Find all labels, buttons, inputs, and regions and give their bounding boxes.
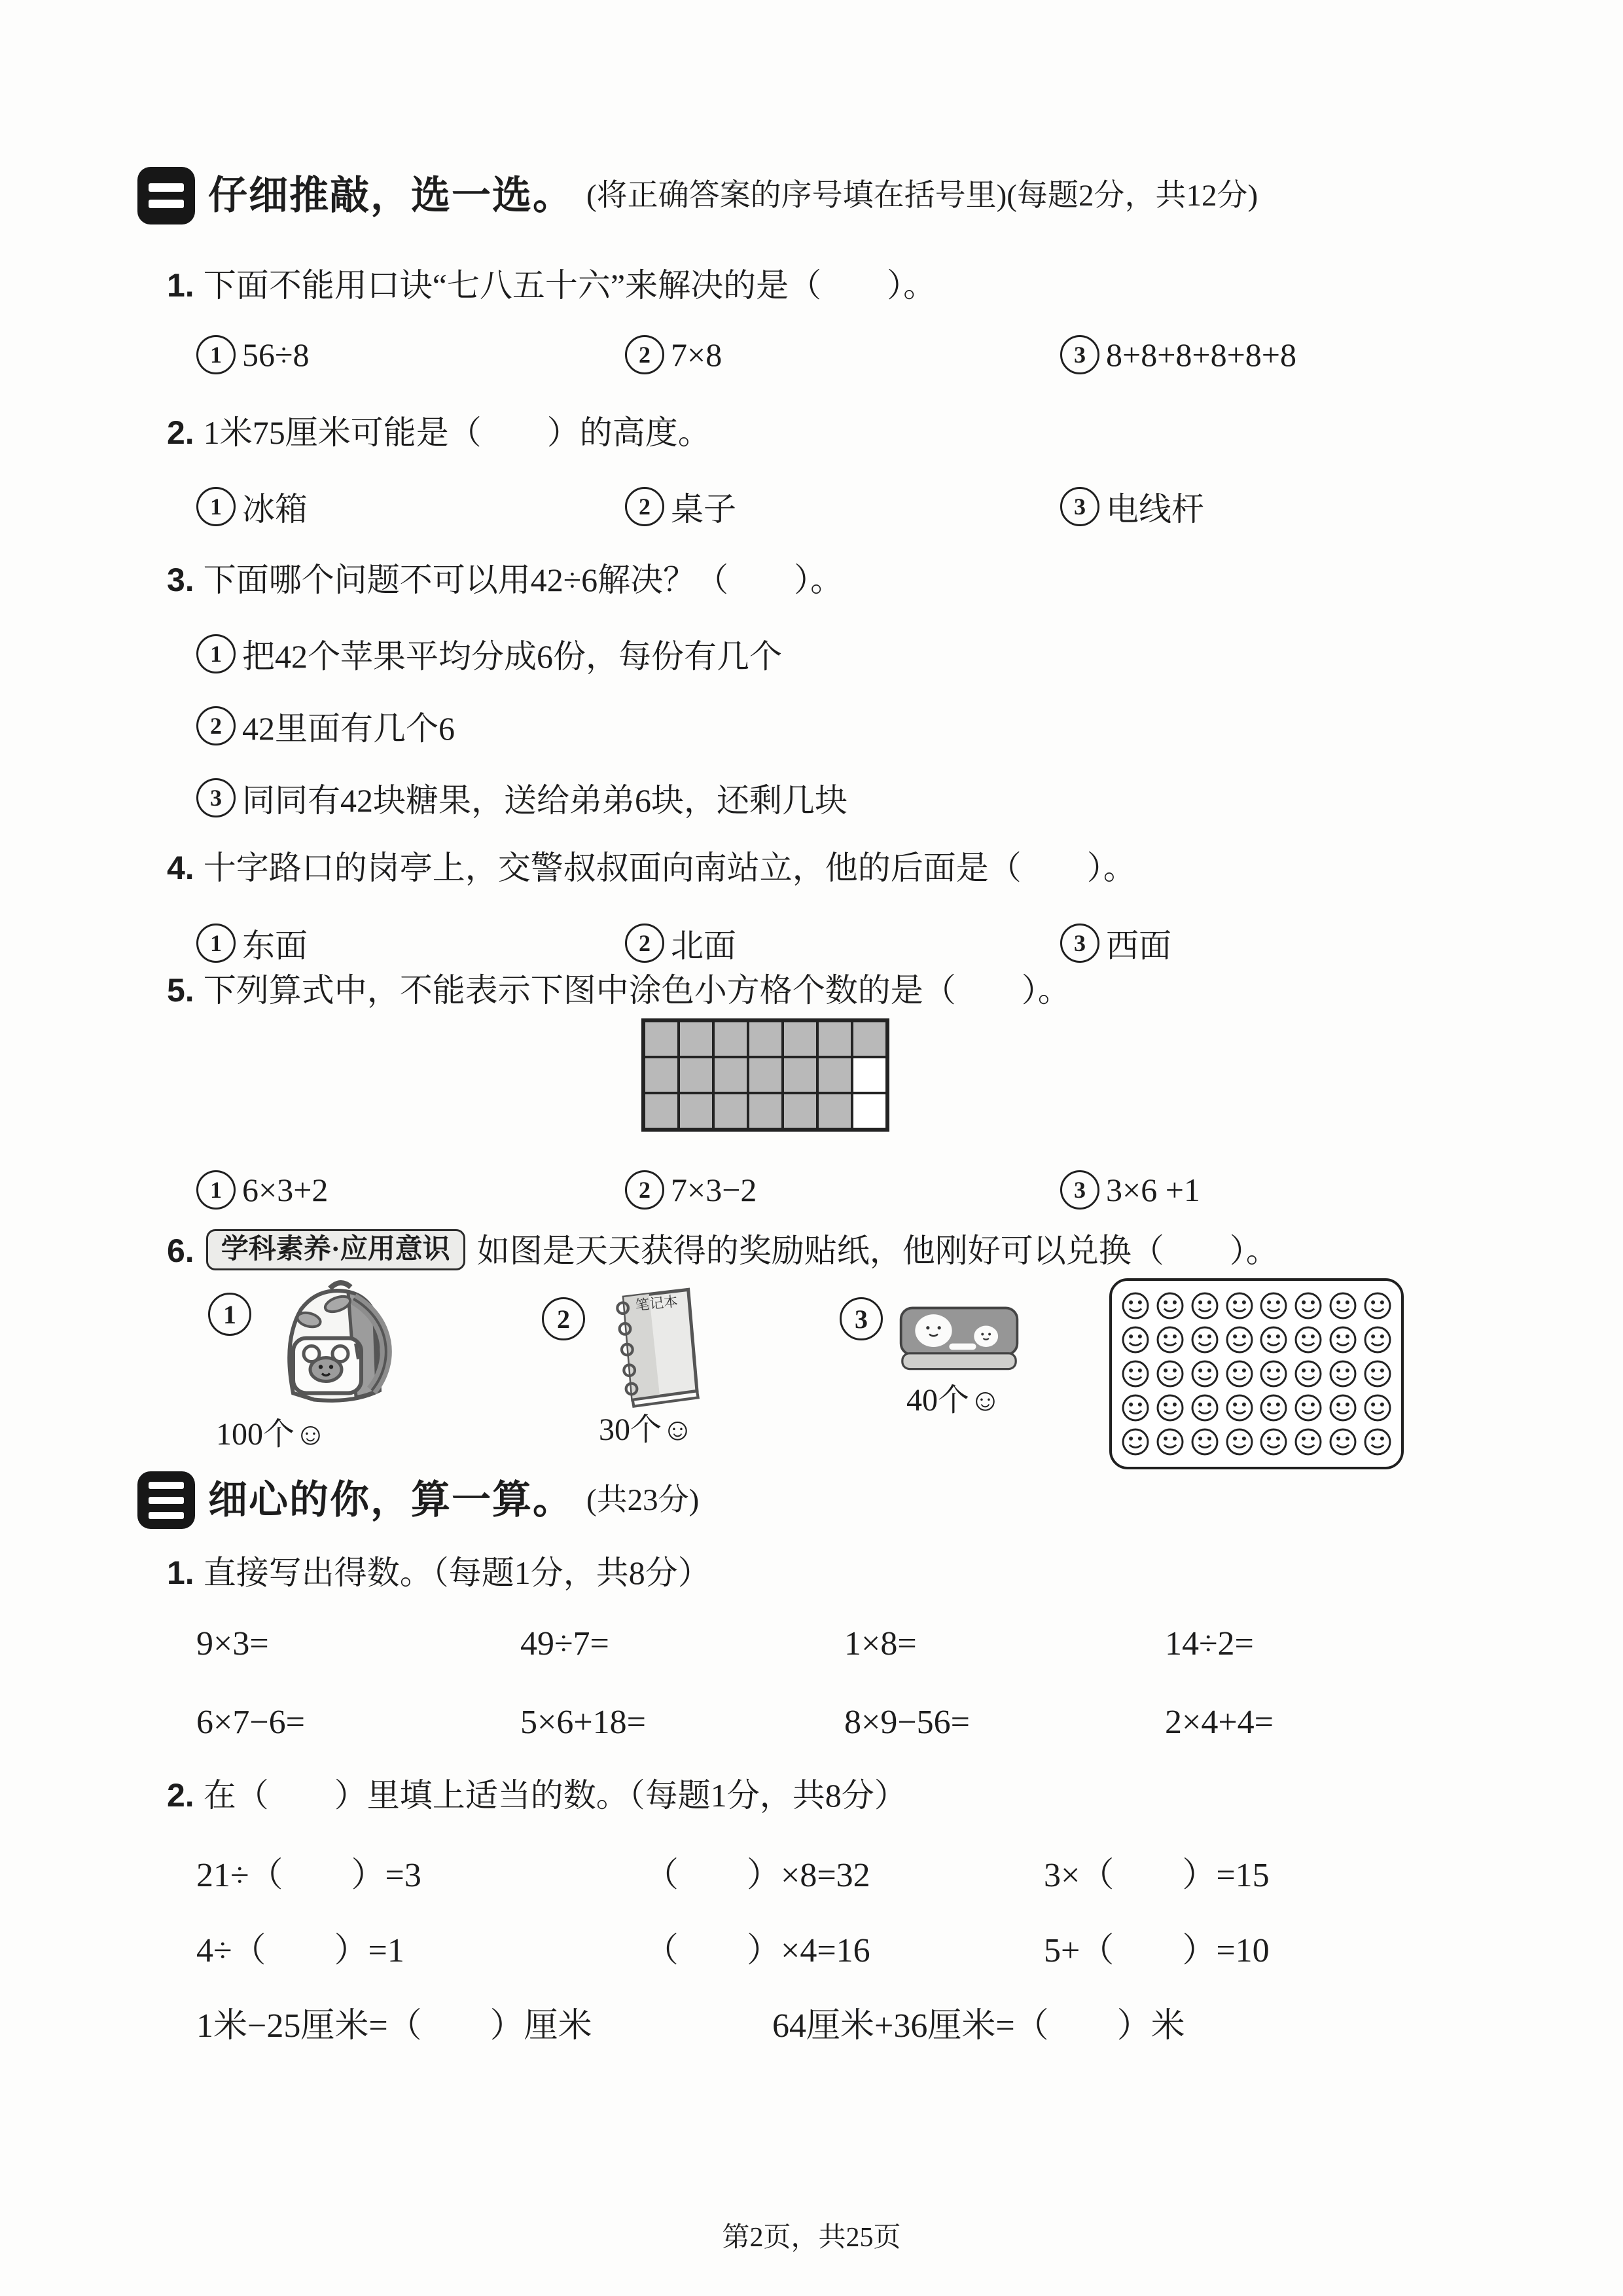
- smiley-sticker-icon: [1328, 1393, 1358, 1423]
- smiley-sticker-icon: [1155, 1393, 1185, 1423]
- q4-option-1: [196, 920, 308, 967]
- smiley-sticker-icon: [1293, 1291, 1323, 1321]
- smiley-sticker-icon: [1328, 1427, 1358, 1457]
- circled-1-icon: 1: [196, 1170, 236, 1210]
- icon-bar: [149, 200, 184, 208]
- q4-option-3-text: 西面: [1106, 927, 1171, 964]
- math-expression: 5×6+18=: [520, 1704, 646, 1741]
- circled-2-icon: 2: [625, 487, 664, 526]
- smiley-sticker-icon: [1224, 1325, 1255, 1355]
- question-1: [167, 265, 936, 306]
- q2-option-3-text: 电线杆: [1106, 491, 1204, 528]
- section-3-header: [137, 1471, 699, 1529]
- smiley-sticker-icon: [1258, 1427, 1289, 1457]
- section-3-title: 细心的你，算一算。: [208, 1479, 573, 1522]
- prize-3-label: 40个☺: [906, 1383, 1002, 1418]
- smiley-sticker-icon: [1328, 1359, 1358, 1389]
- smiley-sticker-icon: [1293, 1427, 1323, 1457]
- math-expression: 2×4+4=: [1165, 1704, 1274, 1741]
- icon-bar: [149, 1482, 184, 1489]
- q5-grid: [641, 1018, 889, 1132]
- question-2-number: 2.: [167, 414, 194, 451]
- grid-cell: [783, 1093, 817, 1129]
- grid-cell: [748, 1057, 783, 1093]
- q3-option-3-text: 同同有42块糖果，送给弟弟6块，还剩几块: [242, 782, 847, 819]
- q2-option-1-text: 冰箱: [242, 491, 308, 528]
- grid-cell: [644, 1021, 679, 1057]
- q5-option-2-text: 7×3−2: [671, 1172, 757, 1208]
- fill-row-3: [196, 1998, 1185, 2047]
- icon-bar: [149, 183, 184, 192]
- competency-badge: 学科素养·应用意识: [206, 1229, 465, 1270]
- q2-option-2: [625, 483, 736, 530]
- question-1-text: 下面不能用口诀“七八五十六”来解决的是（ ）。: [203, 267, 936, 304]
- smiley-sticker-icon: [1293, 1393, 1323, 1423]
- smiley-sticker-icon: [1363, 1291, 1393, 1321]
- backpack-image: [262, 1275, 419, 1409]
- grid-cell: [644, 1093, 679, 1129]
- sub-1-number: 1.: [167, 1554, 194, 1591]
- smiley-sticker-icon: [1224, 1393, 1255, 1423]
- smiley-sticker-icon: [1258, 1291, 1289, 1321]
- smiley-sticker-icon: [1258, 1325, 1289, 1355]
- math-expression: 6×7−6=: [196, 1704, 305, 1741]
- grid-cell: [817, 1057, 852, 1093]
- circled-2-icon: 2: [625, 924, 664, 963]
- calc-row-1: [196, 1624, 1254, 1663]
- smiley-sticker-icon: [1258, 1359, 1289, 1389]
- smiley-sticker-icon: [1293, 1325, 1323, 1355]
- smiley-sticker-icon: [1155, 1359, 1185, 1389]
- grid-cell: [713, 1021, 748, 1057]
- q2-option-3: [1060, 483, 1204, 530]
- smiley-sticker-icon: [1190, 1427, 1220, 1457]
- smiley-sticker-icon: [1155, 1291, 1185, 1321]
- question-5: [167, 970, 1071, 1011]
- smiley-sticker-icon: [1190, 1393, 1220, 1423]
- circled-1-icon: 1: [208, 1293, 251, 1336]
- prize-2-label: 30个☺: [599, 1412, 694, 1447]
- math-expression: 64厘米+36厘米=（ ）米: [772, 2007, 1185, 2045]
- grid-cell: [852, 1093, 887, 1129]
- grid-cell: [817, 1093, 852, 1129]
- smiley-sticker-icon: [1155, 1427, 1185, 1457]
- q5-option-1-text: 6×3+2: [242, 1172, 329, 1208]
- math-expression: 1×8=: [844, 1625, 917, 1662]
- smiley-sticker-icon: [1328, 1291, 1358, 1321]
- circled-1-icon: 1: [196, 487, 236, 526]
- grid-cell: [644, 1057, 679, 1093]
- smiley-sticker-icon: [1190, 1325, 1220, 1355]
- grid-cell: [852, 1057, 887, 1093]
- smiley-sticker-icon: [1293, 1359, 1323, 1389]
- q5-option-3: [1060, 1170, 1200, 1210]
- section-2-number-icon: [137, 167, 195, 224]
- q1-option-1: [196, 335, 309, 374]
- question-3-number: 3.: [167, 562, 194, 598]
- grid-cell: [748, 1021, 783, 1057]
- q3-option-3: [196, 774, 847, 821]
- q1-option-1-text: 56÷8: [242, 336, 310, 373]
- q1-option-3-text: 8+8+8+8+8+8: [1106, 336, 1296, 373]
- icon-bar: [149, 1497, 184, 1504]
- icon-bar: [149, 1512, 184, 1519]
- smiley-sticker-icon: [1224, 1359, 1255, 1389]
- circled-3-icon: 3: [1060, 487, 1099, 526]
- circled-1-icon: 1: [196, 924, 236, 963]
- q3-option-1: [196, 630, 782, 677]
- question-3: [167, 560, 843, 601]
- q5-option-3-text: 3×6 +1: [1106, 1172, 1200, 1208]
- q1-option-2: [625, 335, 722, 374]
- section-2-note: (将正确答案的序号填在括号里)(每题2分，共12分): [586, 179, 1258, 213]
- grid-cell: [852, 1021, 887, 1057]
- sub-2-text: 在（ ）里填上适当的数。（每题1分，共8分）: [203, 1777, 907, 1814]
- math-expression: 14÷2=: [1165, 1625, 1254, 1662]
- sub-2-number: 2.: [167, 1777, 194, 1814]
- circled-3-icon: 3: [1060, 335, 1099, 374]
- question-6: [167, 1229, 1279, 1272]
- smiley-sticker-icon: [1190, 1291, 1220, 1321]
- smiley-sticker-icon: [1224, 1427, 1255, 1457]
- question-5-text: 下列算式中，不能表示下图中涂色小方格个数的是（ ）。: [203, 972, 1071, 1009]
- q3-option-2-text: 42里面有几个6: [242, 710, 455, 747]
- math-expression: 3×（ ）=15: [1044, 1857, 1270, 1894]
- q2-option-2-text: 桌子: [671, 491, 736, 528]
- pencil-case-image: [895, 1299, 1023, 1378]
- q2-option-1: [196, 483, 308, 530]
- question-1-number: 1.: [167, 267, 194, 304]
- q3-option-2: [196, 702, 455, 749]
- section-3-note: (共23分): [586, 1483, 700, 1517]
- math-expression: 4÷（ ）=1: [196, 1932, 404, 1969]
- question-4-text: 十字路口的岗亭上，交警叔叔面向南站立，他的后面是（ ）。: [203, 850, 1136, 886]
- grid-cell: [679, 1057, 713, 1093]
- section-3-sub-2: [167, 1775, 907, 1816]
- section-2-header: [137, 167, 1258, 224]
- grid-cell: [783, 1021, 817, 1057]
- question-2: [167, 412, 711, 454]
- math-expression: 8×9−56=: [844, 1704, 970, 1741]
- q3-option-1-text: 把42个苹果平均分成6份，每份有几个: [242, 638, 782, 675]
- notebook-image: [605, 1284, 704, 1408]
- grid-cell: [679, 1021, 713, 1057]
- circled-2-icon: 2: [625, 1170, 664, 1210]
- smiley-sticker-icon: [1224, 1291, 1255, 1321]
- circled-1-icon: 1: [196, 634, 236, 673]
- page-footer: 第2页，共25页: [722, 2223, 901, 2253]
- q4-option-3: [1060, 920, 1171, 967]
- grid-cell: [817, 1021, 852, 1057]
- q4-option-1-text: 东面: [242, 927, 308, 964]
- math-expression: 21÷（ ）=3: [196, 1857, 421, 1894]
- grid-cell: [783, 1057, 817, 1093]
- sticker-card: [1109, 1278, 1404, 1469]
- circled-1-icon: 1: [196, 335, 236, 374]
- question-3-text: 下面哪个问题不可以用42÷6解决？（ ）。: [203, 562, 844, 598]
- question-4: [167, 848, 1136, 889]
- circled-2-icon: 2: [625, 335, 664, 374]
- circled-3-icon: 3: [196, 778, 236, 817]
- smiley-sticker-icon: [1155, 1325, 1185, 1355]
- q4-option-2: [625, 920, 736, 967]
- notebook-cover-label: 笔记本: [634, 1293, 679, 1314]
- smiley-sticker-icon: [1328, 1325, 1358, 1355]
- math-expression: 5+（ ）=10: [1044, 1932, 1270, 1969]
- question-6-number: 6.: [167, 1232, 194, 1269]
- circled-2-icon: 2: [542, 1297, 585, 1340]
- smiley-sticker-icon: [1363, 1359, 1393, 1389]
- smiley-sticker-icon: [1363, 1325, 1393, 1355]
- smiley-sticker-icon: [1190, 1359, 1220, 1389]
- smiley-sticker-icon: [1120, 1393, 1150, 1423]
- smiley-sticker-icon: [1120, 1325, 1150, 1355]
- question-5-number: 5.: [167, 972, 194, 1009]
- math-expression: 1米−25厘米=（ ）厘米: [196, 2007, 592, 2045]
- q1-option-2-text: 7×8: [671, 336, 722, 373]
- fill-row-2: [196, 1922, 1270, 1971]
- question-2-text: 1米75厘米可能是（ ）的高度。: [203, 414, 711, 451]
- q4-option-2-text: 北面: [671, 927, 736, 964]
- circled-3-icon: 3: [1060, 924, 1099, 963]
- section-2-title: 仔细推敲，选一选。: [208, 174, 573, 217]
- question-6-text: 如图是天天获得的奖励贴纸，他刚好可以兑换（ ）。: [476, 1232, 1279, 1269]
- smiley-sticker-icon: [1120, 1427, 1150, 1457]
- grid-cell: [748, 1093, 783, 1129]
- grid-cell: [679, 1093, 713, 1129]
- circled-3-icon: 3: [1060, 1170, 1099, 1210]
- circled-3-icon: 3: [840, 1297, 883, 1340]
- circled-2-icon: 2: [196, 706, 236, 745]
- smiley-sticker-icon: [1120, 1291, 1150, 1321]
- q1-option-3: [1060, 335, 1296, 374]
- grid-cell: [713, 1093, 748, 1129]
- calc-row-2: [196, 1703, 1274, 1742]
- math-expression: （ ）×8=32: [645, 1857, 870, 1894]
- smiley-sticker-icon: [1363, 1393, 1393, 1423]
- math-expression: 9×3=: [196, 1625, 269, 1662]
- math-expression: （ ）×4=16: [645, 1932, 870, 1969]
- q5-option-1: [196, 1170, 328, 1210]
- smiley-sticker-icon: [1120, 1359, 1150, 1389]
- section-3-sub-1: [167, 1552, 711, 1594]
- grid-cell: [713, 1057, 748, 1093]
- smiley-sticker-icon: [1258, 1393, 1289, 1423]
- sub-1-text: 直接写出得数。（每题1分，共8分）: [203, 1554, 711, 1591]
- question-4-number: 4.: [167, 850, 194, 886]
- smiley-sticker-icon: [1363, 1427, 1393, 1457]
- math-expression: 49÷7=: [520, 1625, 609, 1662]
- section-3-number-icon: [137, 1471, 195, 1529]
- fill-row-1: [196, 1847, 1270, 1896]
- prize-1-label: 100个☺: [216, 1417, 327, 1452]
- q5-option-2: [625, 1170, 757, 1210]
